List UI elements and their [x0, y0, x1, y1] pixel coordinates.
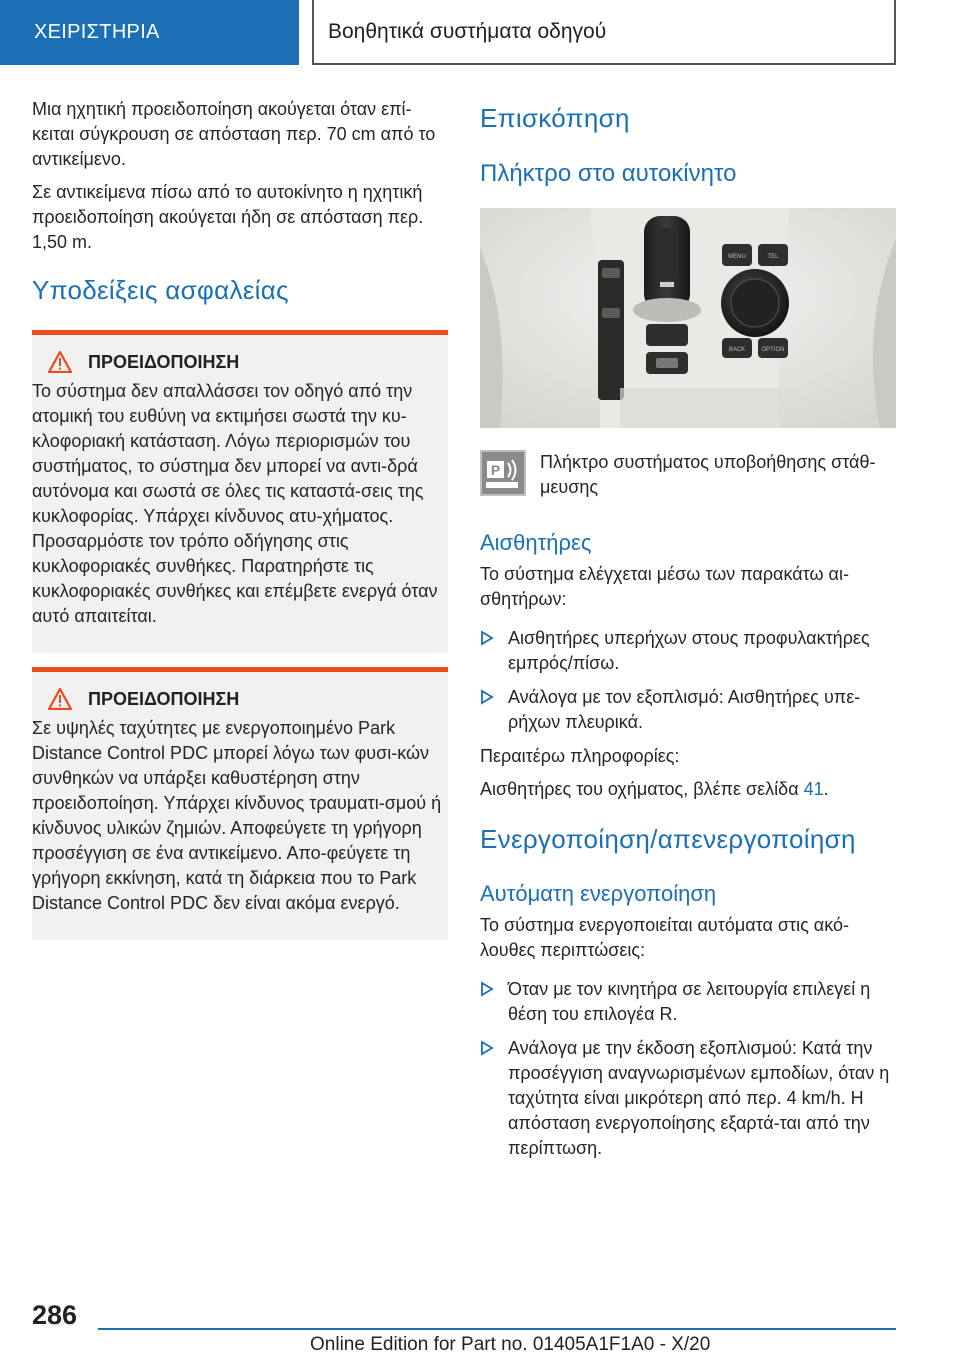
- list-item-text: Ανάλογα με την έκδοση εξοπλισμού: Κατά την προσέγγιση αναγνωρισμένων εμποδίων, όταν η ταχύτητα είναι μικρότερη από περ. 4 km/h. Η απόσταση ενεργοποίησης εξαρτά-ται από την περίπτωση.: [508, 1038, 890, 1158]
- footer-edition: Online Edition for Part no. 01405A1F1A0 - X/20: [310, 1334, 711, 1355]
- auto-activation-intro: Το σύστημα ενεργοποιείται αυτόματα στις ακό-λουθες περιπτώσεις:: [480, 915, 849, 960]
- bullet-triangle-icon: [480, 630, 494, 646]
- warning-triangle-icon: [32, 688, 88, 710]
- footer-divider: [98, 1328, 896, 1330]
- paragraph-warning-distance: Μια ηχητική προειδοποίηση ακούγεται όταν επί-κειται σύγκρουση σε απόσταση περ. 70 cm από το αντικείμενο.: [32, 99, 436, 169]
- activation-heading: Ενεργοποίηση/απενεργοποίηση: [480, 824, 856, 854]
- photo-label-menu: MENU: [728, 254, 746, 260]
- list-item: [480, 626, 896, 676]
- caption-text: Πλήκτρο συστήματος υποβοήθησης στάθ-μευσης: [540, 452, 876, 497]
- list-item-text: Αισθητήρες υπερήχων στους προφυλακτήρες εμπρός/πίσω.: [508, 628, 870, 673]
- park-assist-button-icon: [480, 450, 526, 496]
- page-reference-link[interactable]: 41: [803, 779, 824, 799]
- chapter-tab[interactable]: ΧΕΙΡΙΣΤΗΡΙΑ: [0, 0, 299, 65]
- sensors-list: [480, 626, 896, 735]
- list-item-text: Όταν με τον κινητήρα σε λειτουργία επιλεγεί η θέση του επιλογέα R.: [508, 979, 871, 1024]
- sensors-heading: Αισθητήρες: [480, 530, 592, 555]
- warning-box-1: [32, 330, 448, 653]
- bullet-triangle-icon: [480, 689, 494, 705]
- warning-text: Το σύστημα δεν απαλλάσσει τον οδηγό από την ατομική του ευθύνη να εκτιμήσει σωστά την κυ-κλοφοριακή κατάσταση. Λόγω περιορισμών του συστήματος, το σύστημα δεν μπορεί να αντι-δρά αυτόνομα και σωστά σε όλες τις καταστά-σεις της κυκλοφορίας. Υπάρχει κίνδυνος ατυ-χήματος. Προσαρμόστε τον τρόπο οδήγησης στις κυκλοφοριακές συνθήκες. Παρατηρήστε τις κυκλοφοριακές συνθήκες και επέμβετε ενεργά όταν αυτό απαιτείται.: [32, 381, 438, 626]
- overview-heading: Επισκόπηση: [480, 103, 630, 133]
- page-number: 286: [32, 1300, 78, 1330]
- svg-text:P: P: [490, 462, 501, 478]
- paragraph-rear-distance: Σε αντικείμενα πίσω από το αυτοκίνητο η ηχητική προειδοποίηση ακούγεται ήδη σε απόσταση περ. 1,50 m.: [32, 182, 424, 252]
- bullet-triangle-icon: [480, 981, 494, 997]
- photo-label-back: BACK: [728, 347, 746, 353]
- section-tab[interactable]: Βοηθητικά συστήματα οδηγού: [312, 0, 896, 65]
- left-column: [32, 97, 448, 954]
- auto-activation-heading: Αυτόματη ενεργοποίηση: [480, 881, 717, 906]
- photo-label-option: OPTION: [761, 347, 785, 353]
- warning-title: ΠΡΟΕΙΔΟΠΟΙΗΣΗ: [88, 351, 240, 372]
- bullet-triangle-icon: [480, 1040, 494, 1056]
- photo-label-tel: TEL: [767, 254, 779, 260]
- center-console-photo: [480, 208, 896, 428]
- warning-box-2: [32, 667, 448, 940]
- photo-caption: [480, 450, 896, 500]
- warning-header: [32, 688, 448, 710]
- reference-text: Αισθητήρες του οχήματος, βλέπε σελίδα: [480, 779, 804, 799]
- right-column: [480, 97, 896, 1170]
- sensors-intro: Το σύστημα ελέγχεται μέσω των παρακάτω αι-σθητήρων:: [480, 564, 849, 609]
- auto-activation-list: [480, 977, 896, 1161]
- warning-header: [32, 351, 448, 373]
- button-heading: Πλήκτρο στο αυτοκίνητο: [480, 160, 737, 187]
- warning-text: Σε υψηλές ταχύτητες με ενεργοποιημένο Park Distance Control PDC μπορεί λόγω των φυσι-κών συνθηκών να υπάρξει καθυστέρηση στην προειδοποίηση. Υπάρχει κίνδυνος τραυματι-σμού ή κίνδυνος υλικών ζημιών. Αποφεύγετε τη γρήγορη προσέγγιση σε ένα αντικείμενο. Απο-φεύγετε τη γρήγορη εκκίνηση, κατά τη διάρκεια που το Park Distance Control PDC δεν είναι ακόμα ενεργό.: [32, 718, 442, 913]
- list-item: [480, 1036, 896, 1161]
- more-info-label: Περαιτέρω πληροφορίες:: [480, 746, 680, 766]
- more-info-reference: [480, 777, 896, 802]
- warning-triangle-icon: [32, 351, 88, 373]
- safety-heading: Υποδείξεις ασφαλείας: [32, 275, 289, 305]
- list-item: [480, 685, 896, 735]
- warning-title: ΠΡΟΕΙΔΟΠΟΙΗΣΗ: [88, 688, 240, 709]
- list-item: [480, 977, 896, 1027]
- reference-suffix: .: [823, 779, 829, 799]
- list-item-text: Ανάλογα με τον εξοπλισμό: Αισθητήρες υπε-ρήχων πλευρικά.: [508, 687, 861, 732]
